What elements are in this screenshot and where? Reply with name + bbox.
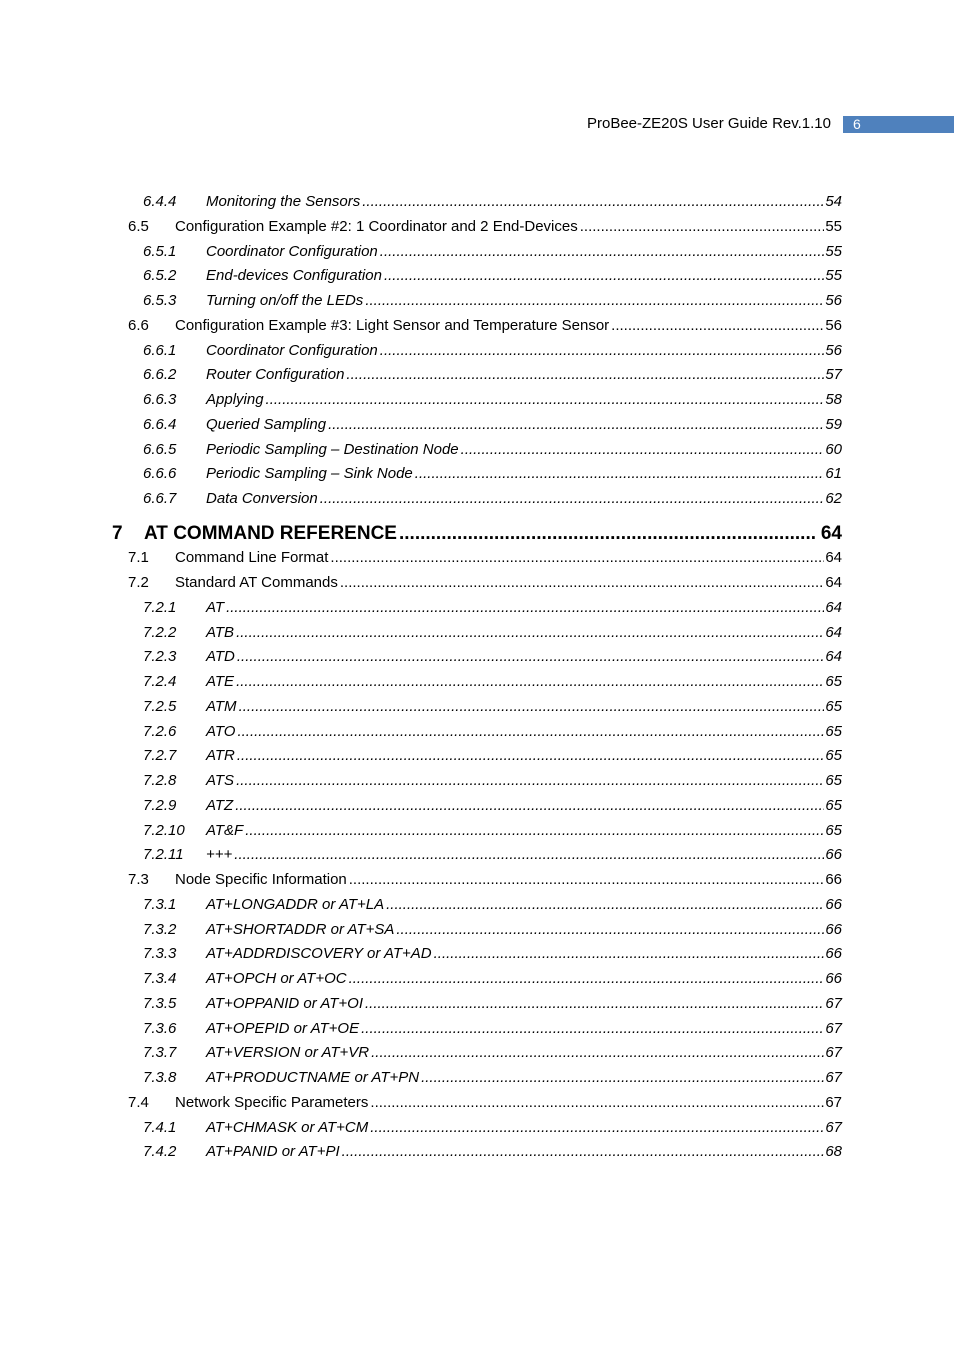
toc-entry-page: 67 [825, 1069, 842, 1086]
toc-entry-title: AT+OPEPID or AT+OE [206, 1019, 360, 1037]
toc-entry-number: 7.2 [128, 574, 149, 591]
toc-entry-page: 65 [825, 673, 842, 690]
toc-entry-page: 66 [825, 846, 842, 864]
toc-entry-page: 67 [825, 1044, 842, 1062]
toc-entry-page: 66 [825, 895, 842, 913]
toc-entry-page: 64 [825, 623, 842, 641]
dot-leader [346, 365, 824, 385]
toc-entry-page: 67 [825, 994, 842, 1012]
toc-entry-number: 7.2.7 [143, 747, 177, 765]
toc-entry-page: 65 [825, 722, 842, 740]
toc-entry-number: 6.6.2 [143, 366, 177, 384]
toc-entry-number: 7.3.4 [143, 970, 177, 987]
toc-entry-number: 7.2.11 [143, 846, 184, 864]
toc-entry[interactable] [0, 821, 842, 841]
dot-leader [236, 771, 824, 791]
toc-entry-title: Coordinator Configuration [206, 341, 378, 359]
dot-leader [330, 548, 824, 568]
toc-entry-number: 7.2.3 [143, 648, 177, 666]
toc-entry-title: Monitoring the Sensors [206, 193, 361, 210]
toc-entry-page: 65 [825, 796, 842, 814]
toc-entry[interactable] [0, 796, 842, 816]
dot-leader [365, 994, 824, 1014]
toc-entry[interactable] [0, 722, 842, 742]
toc-entry[interactable] [0, 464, 842, 484]
toc-entry-number: 6.6.1 [143, 341, 177, 359]
toc-entry-title: Coordinator Configuration [206, 242, 378, 260]
toc-entry-page: 64 [820, 522, 842, 544]
toc-entry-title: ATD [206, 648, 235, 666]
toc-entry-page: 59 [825, 415, 842, 433]
toc-entry-number: 7.2.5 [143, 697, 177, 715]
toc-entry-number: 6.6.3 [143, 391, 177, 408]
dot-leader [237, 746, 824, 766]
toc-entry[interactable] [0, 920, 842, 940]
toc-entry-number: 7.4 [128, 1093, 149, 1111]
toc-entry-title: Queried Sampling [206, 415, 327, 433]
toc-entry-number: 6.5 [128, 217, 149, 235]
toc-entry-number: 7.2.10 [143, 821, 185, 839]
toc-entry-number: 7 [112, 522, 123, 544]
toc-entry-page: 64 [825, 598, 842, 616]
toc-entry-number: 7.3.6 [143, 1019, 177, 1037]
toc-entry-title: AT+OPCH or AT+OC [206, 970, 347, 987]
toc-entry-number: 7.2.9 [143, 796, 177, 814]
toc-entry-page: 57 [825, 366, 842, 384]
toc-entry-page: 65 [825, 747, 842, 765]
toc-entry-title: Applying [206, 391, 264, 408]
toc-entry-page: 55 [825, 242, 842, 260]
toc-entry[interactable] [0, 365, 842, 385]
dot-leader [399, 521, 817, 547]
toc-entry[interactable] [0, 415, 842, 435]
toc-entry-number: 7.4.1 [143, 1118, 177, 1136]
toc-entry[interactable] [0, 969, 842, 989]
toc-entry[interactable] [0, 390, 842, 410]
toc-entry[interactable] [0, 895, 842, 915]
toc-entry-page: 61 [825, 465, 842, 483]
dot-leader [234, 845, 824, 865]
toc-entry-title: ATB [206, 623, 235, 641]
toc-entry-title: +++ [206, 846, 233, 864]
dot-leader [415, 464, 825, 484]
toc-entry-page: 66 [825, 945, 842, 963]
page-number-badge: 6 [843, 116, 954, 133]
dot-leader [237, 647, 824, 667]
toc-entry-number: 7.2.6 [143, 722, 177, 740]
toc-entry-title: Periodic Sampling – Sink Node [206, 465, 413, 483]
toc-entry[interactable] [0, 548, 842, 568]
toc-entry-number: 7.1 [128, 549, 149, 567]
toc-entry[interactable] [0, 521, 842, 547]
toc-entry-page: 64 [825, 574, 842, 591]
toc-entry-number: 7.2.2 [143, 623, 177, 641]
toc-entry-number: 6.5.3 [143, 292, 177, 309]
toc-entry-title: ATO [206, 722, 236, 740]
toc-entry-number: 7.4.2 [143, 1143, 177, 1161]
toc-entry-page: 55 [825, 267, 842, 285]
toc-entry-number: 6.5.1 [143, 242, 177, 260]
toc-entry[interactable] [0, 1043, 842, 1063]
toc-entry-page: 62 [825, 490, 842, 507]
dot-leader [340, 573, 824, 593]
toc-entry-page: 56 [825, 292, 842, 309]
dot-leader [342, 1142, 825, 1162]
toc-entry-number: 7.3.2 [143, 920, 177, 938]
toc-entry[interactable] [0, 1019, 842, 1039]
toc-entry-page: 66 [825, 920, 842, 938]
toc-entry-title: ATZ [206, 796, 234, 814]
toc-entry[interactable] [0, 192, 842, 212]
toc-entry[interactable] [0, 1142, 842, 1162]
toc-entry-title: Router Configuration [206, 366, 345, 384]
toc-entry-title: AT+OPPANID or AT+OI [206, 994, 363, 1012]
toc-entry-page: 64 [825, 648, 842, 666]
dot-leader [434, 944, 825, 964]
toc-entry-title: AT+CHMASK or AT+CM [206, 1118, 369, 1136]
toc-entry-page: 66 [825, 970, 842, 987]
toc-entry-number: 7.2.4 [143, 673, 177, 690]
dot-leader [362, 192, 824, 212]
dot-leader [365, 291, 824, 311]
toc-entry-number: 7.3.1 [143, 895, 177, 913]
toc-entry-title: AT+LONGADDR or AT+LA [206, 895, 385, 913]
toc-entry-page: 67 [825, 1118, 842, 1136]
toc-entry-number: 7.3 [128, 871, 149, 888]
toc-entry-number: 6.6.7 [143, 490, 177, 507]
toc-entry[interactable] [0, 1068, 842, 1088]
toc-entry-title: End-devices Configuration [206, 267, 382, 285]
toc-entry[interactable] [0, 672, 842, 692]
document-title: ProBee-ZE20S User Guide Rev.1.10 [586, 115, 831, 132]
toc-entry-page: 60 [825, 440, 842, 458]
toc-entry[interactable] [0, 647, 842, 667]
toc-entry-page: 65 [825, 772, 842, 789]
dot-leader [461, 440, 825, 460]
dot-leader [580, 217, 825, 237]
toc-entry-page: 67 [825, 1019, 842, 1037]
dot-leader [380, 341, 825, 361]
toc-entry[interactable] [0, 1093, 842, 1113]
dot-leader [236, 672, 824, 692]
dot-leader [349, 870, 825, 890]
toc-entry-number: 6.4.4 [143, 193, 177, 210]
dot-leader [236, 623, 824, 643]
toc-entry-number: 7.3.8 [143, 1069, 177, 1086]
toc-entry-number: 6.6 [128, 316, 149, 334]
dot-leader [328, 415, 824, 435]
toc-entry[interactable] [0, 341, 842, 361]
toc-entry[interactable] [0, 1118, 842, 1138]
dot-leader [245, 821, 824, 841]
toc-entry-page: 65 [825, 697, 842, 715]
toc-entry-number: 7.2.8 [143, 772, 177, 789]
toc-entry-page: 55 [825, 217, 842, 235]
toc-entry[interactable] [0, 771, 842, 791]
toc-entry-number: 6.6.5 [143, 440, 177, 458]
toc-entry-title: AT+PRODUCTNAME or AT+PN [206, 1069, 420, 1086]
toc-entry-page: 64 [825, 549, 842, 567]
toc-entry[interactable] [0, 573, 842, 593]
dot-leader [370, 1093, 824, 1113]
toc-entry-title: AT+SHORTADDR or AT+SA [206, 920, 395, 938]
toc-entry[interactable] [0, 242, 842, 262]
toc-entry[interactable] [0, 623, 842, 643]
toc-entry-title: AT&F [206, 821, 244, 839]
toc-entry-title: Node Specific Information [175, 871, 347, 888]
toc-entry-page: 68 [825, 1143, 842, 1161]
toc-entry-title: AT [206, 598, 225, 616]
toc-entry-title: AT COMMAND REFERENCE [144, 522, 397, 544]
dot-leader [371, 1043, 824, 1063]
toc-entry[interactable] [0, 944, 842, 964]
toc-entry[interactable] [0, 870, 842, 890]
toc-entry[interactable] [0, 697, 842, 717]
dot-leader [266, 390, 825, 410]
toc-entry[interactable] [0, 266, 842, 286]
toc-entry[interactable] [0, 746, 842, 766]
dot-leader [421, 1068, 824, 1088]
toc-entry[interactable] [0, 217, 842, 237]
toc-entry-title: Turning on/off the LEDs [206, 292, 364, 309]
toc-entry-number: 7.3.7 [143, 1044, 177, 1062]
dot-leader [370, 1118, 824, 1138]
toc-entry-number: 6.6.4 [143, 415, 177, 433]
dot-leader [237, 722, 824, 742]
page-header [0, 114, 954, 134]
toc-entry-number: 6.5.2 [143, 267, 177, 285]
toc-entry-number: 7.3.5 [143, 994, 177, 1012]
toc-entry-page: 56 [825, 316, 842, 334]
dot-leader [380, 242, 825, 262]
dot-leader [349, 969, 825, 989]
toc-entry[interactable] [0, 316, 842, 336]
toc-entry[interactable] [0, 994, 842, 1014]
dot-leader [361, 1019, 824, 1039]
toc-entry-page: 65 [825, 821, 842, 839]
toc-entry[interactable] [0, 598, 842, 618]
toc-entry-title: Data Conversion [206, 490, 318, 507]
toc-entry-title: AT+VERSION or AT+VR [206, 1044, 370, 1062]
dot-leader [226, 598, 824, 618]
dot-leader [235, 796, 824, 816]
toc-entry-title: Periodic Sampling – Destination Node [206, 440, 459, 458]
toc-entry-title: ATR [206, 747, 235, 765]
toc-entry-title: Network Specific Parameters [175, 1093, 369, 1111]
dot-leader [386, 895, 824, 915]
toc-entry-title: Standard AT Commands [175, 574, 338, 591]
dot-leader [320, 489, 825, 509]
toc-entry-title: AT+ADDRDISCOVERY or AT+AD [206, 945, 432, 963]
dot-leader [611, 316, 824, 336]
toc-entry[interactable] [0, 489, 842, 509]
toc-entry-page: 66 [825, 871, 842, 888]
toc-entry[interactable] [0, 440, 842, 460]
toc-entry[interactable] [0, 845, 842, 865]
toc-entry-title: Command Line Format [175, 549, 329, 567]
toc-entry-title: ATM [206, 697, 237, 715]
toc-entry-page: 54 [825, 193, 842, 210]
toc-entry-page: 67 [825, 1093, 842, 1111]
dot-leader [396, 920, 824, 940]
toc-entry-title: Configuration Example #2: 1 Coordinator and 2 End-Devices [175, 217, 578, 235]
toc-entry[interactable] [0, 291, 842, 311]
toc-entry-page: 58 [825, 391, 842, 408]
toc-entry-title: Configuration Example #3: Light Sensor and Temperature Sensor [175, 316, 610, 334]
toc-entry-number: 7.3.3 [143, 945, 177, 963]
toc-entry-title: ATE [206, 673, 235, 690]
dot-leader [239, 697, 825, 717]
toc-entry-title: ATS [206, 772, 235, 789]
toc-entry-number: 6.6.6 [143, 465, 177, 483]
toc-entry-title: AT+PANID or AT+PI [206, 1143, 340, 1161]
toc-entry-page: 56 [825, 341, 842, 359]
toc-entry-number: 7.2.1 [143, 598, 177, 616]
dot-leader [384, 266, 824, 286]
